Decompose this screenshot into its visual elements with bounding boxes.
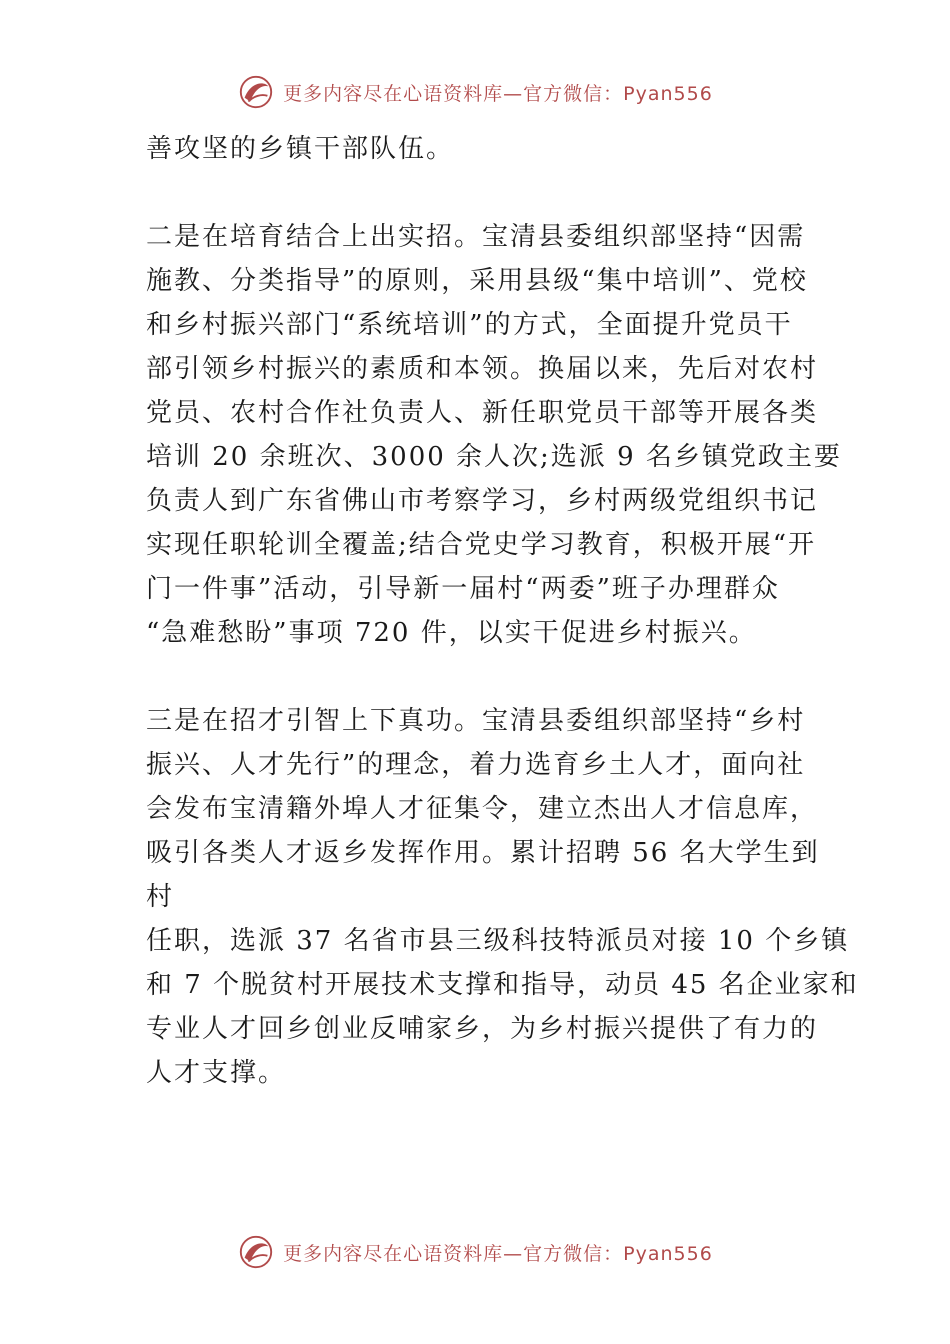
text-line: 和乡村振兴部门“系统培训”的方式，全面提升党员干 [146, 310, 793, 340]
document-body [146, 127, 859, 1095]
text-line: 村 [146, 882, 175, 912]
text-line: 实现任职轮训全覆盖;结合党史学习教育，积极开展“开 [146, 530, 817, 560]
paragraph-training [146, 215, 842, 655]
header-watermark [0, 70, 950, 114]
text-line: 二是在培育结合上出实招。宝清县委组织部坚持“因需 [146, 222, 806, 252]
brand-logo-icon [237, 1233, 275, 1271]
text-line: 会发布宝清籍外埠人才征集令，建立杰出人才信息库， [146, 794, 819, 824]
text-line: 振兴、人才先行”的理念，着力选育乡土人才，面向社 [146, 750, 806, 780]
text-line: “急难愁盼”事项 720 件，以实干促进乡村振兴。 [146, 618, 757, 648]
watermark-text: 更多内容尽在心语资料库—官方微信：Pyan556 [283, 1242, 713, 1265]
text-line: 吸引各类人才返乡发挥作用。累计招聘 56 名大学生到 [146, 838, 820, 868]
text-line: 施教、分类指导”的原则，采用县级“集中培训”、党校 [146, 266, 808, 296]
paragraph-talent [146, 699, 859, 1095]
footer-watermark [0, 1230, 950, 1274]
text-line: 三是在招才引智上下真功。宝清县委组织部坚持“乡村 [146, 706, 806, 736]
text-line: 人才支撑。 [146, 1058, 287, 1088]
text-line: 门一件事”活动，引导新一届村“两委”班子办理群众 [146, 574, 780, 604]
text-line: 负责人到广东省佛山市考察学习，乡村两级党组织书记 [146, 486, 819, 516]
brand-logo-icon [237, 73, 275, 111]
text-line: 党员、农村合作社负责人、新任职党员干部等开展各类 [146, 398, 819, 428]
text-line: 专业人才回乡创业反哺家乡，为乡村振兴提供了有力的 [146, 1014, 819, 1044]
text-line: 善攻坚的乡镇干部队伍。 [146, 134, 455, 164]
text-line: 任职，选派 37 名省市县三级科技特派员对接 10 个乡镇 [146, 926, 850, 956]
watermark-text: 更多内容尽在心语资料库—官方微信：Pyan556 [283, 82, 713, 105]
text-line: 部引领乡村振兴的素质和本领。换届以来，先后对农村 [146, 354, 819, 384]
text-line: 培训 20 余班次、3000 余人次;选派 9 名乡镇党政主要 [146, 442, 842, 472]
text-line: 和 7 个脱贫村开展技术支撑和指导，动员 45 名企业家和 [146, 970, 859, 1000]
